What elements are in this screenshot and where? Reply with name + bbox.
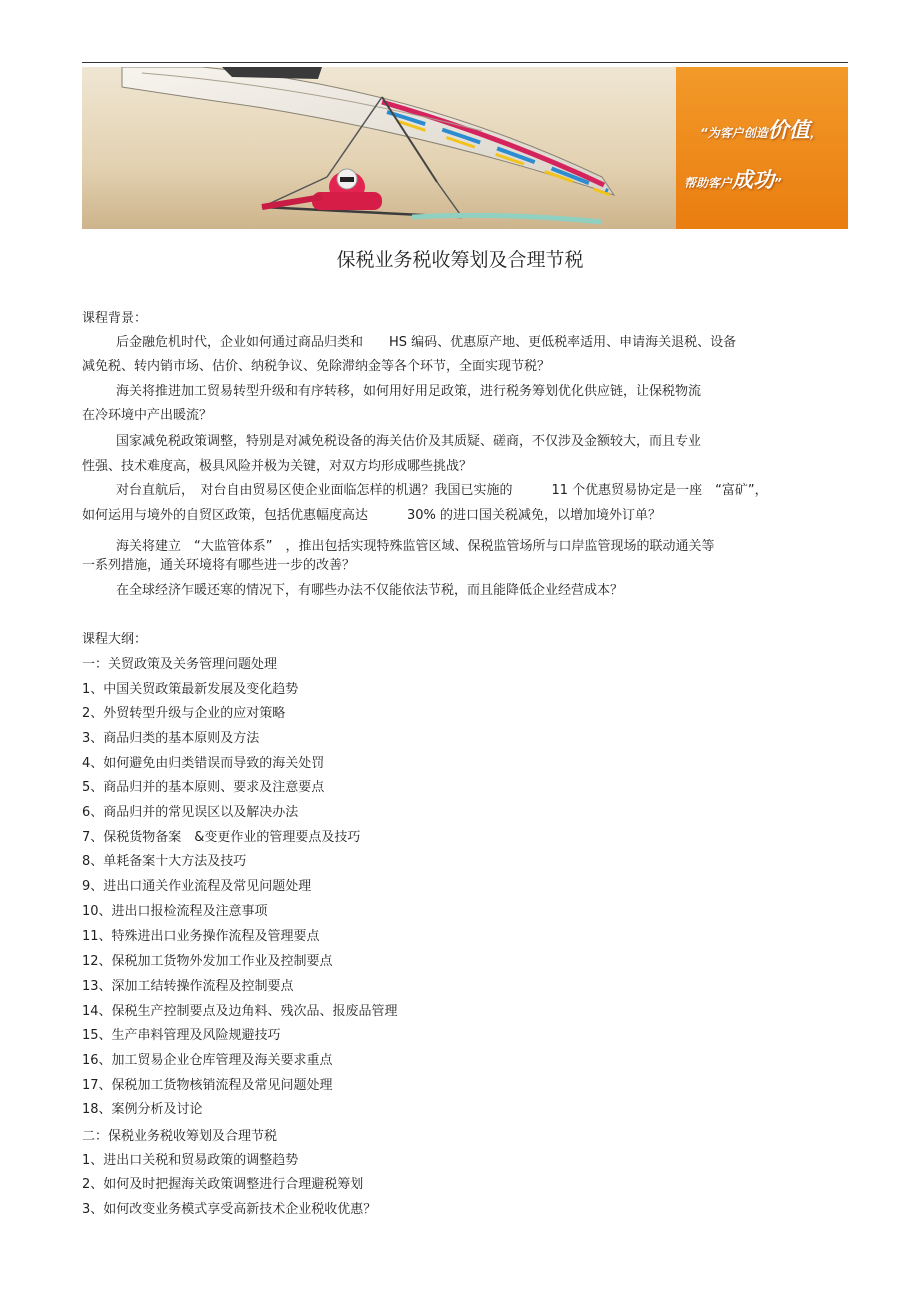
background-paragraph-line: 在全球经济乍暖还寒的情况下，有哪些办法不仅能依法节税，而且能降低企业经营成本？	[116, 583, 624, 598]
banner-slogan-line1: “为客户创造价值，	[700, 118, 822, 142]
header-rule	[82, 62, 848, 63]
background-heading: 课程背景：	[82, 311, 148, 326]
list-item: 1、中国关贸政策最新发展及变化趋势	[82, 682, 299, 697]
background-paragraph-line: 海关将建立 “大监管体系” ，推出包括实现特殊监管区域、保税监管场所与口岸监管现场的联动通关等	[116, 539, 715, 554]
list-item: 4、如何避免由归类错误而导致的海关处罚	[82, 756, 325, 771]
list-item: 7、保税货物备案 &变更作业的管理要点及技巧	[82, 830, 361, 845]
background-paragraph-line: 如何运用与境外的自贸区政策，包括优惠幅度高达 30% 的进口国关税减免，以增加境外订单？	[82, 508, 662, 523]
hang-glider-photo	[82, 67, 848, 229]
list-item: 15、生产串料管理及风险规避技巧	[82, 1028, 281, 1043]
background-paragraph-line: 国家减免税政策调整，特别是对减免税设备的海关估价及其质疑、磋商，不仅涉及金额较大，而且专业	[116, 434, 702, 449]
list-item: 5、商品归并的基本原则、要求及注意要点	[82, 780, 325, 795]
background-paragraph-line: 在冷环境中产出暖流？	[82, 408, 213, 423]
list-item: 13、深加工结转操作流程及控制要点	[82, 979, 294, 994]
background-paragraph-line: 海关将推进加工贸易转型升级和有序转移，如何用好用足政策，进行税务筹划优化供应链，让保税物流	[116, 384, 702, 399]
document-title: 保税业务税收筹划及合理节税	[336, 249, 584, 271]
list-item: 1、进出口关税和贸易政策的调整趋势	[82, 1153, 299, 1168]
outline-section-title: 一：关贸政策及关务管理问题处理	[82, 657, 278, 672]
outline-heading: 课程大纲：	[82, 632, 148, 647]
list-item: 9、进出口通关作业流程及常见问题处理	[82, 879, 312, 894]
background-paragraph-line: 减免税、转内销市场、估价、纳税争议、免除滞纳金等各个环节，全面实现节税？	[82, 359, 551, 374]
list-item: 3、商品归类的基本原则及方法	[82, 731, 260, 746]
list-item: 12、保税加工货物外发加工作业及控制要点	[82, 954, 333, 969]
list-item: 17、保税加工货物核销流程及常见问题处理	[82, 1078, 333, 1093]
list-item: 6、商品归并的常见误区以及解决办法	[82, 805, 299, 820]
list-item: 10、进出口报检流程及注意事项	[82, 904, 268, 919]
list-item: 8、单耗备案十大方法及技巧	[82, 854, 247, 869]
banner-slogan-line2: 帮助客户成功”	[684, 168, 782, 192]
header-banner	[82, 67, 848, 229]
background-paragraph-line: 后金融危机时代，企业如何通过商品归类和 HS 编码、优惠原产地、更低税率适用、申请海关退税、设备	[116, 335, 737, 350]
outline-section-title: 二：保税业务税收筹划及合理节税	[82, 1129, 278, 1144]
background-paragraph-line: 一系列措施，通关环境将有哪些进一步的改善？	[82, 558, 356, 573]
background-paragraph-line: 对台直航后， 对台自由贸易区使企业面临怎样的机遇？我国已实施的 11 个优惠贸易协定是一座 “富矿”，	[116, 483, 768, 498]
list-item: 2、外贸转型升级与企业的应对策略	[82, 706, 286, 721]
list-item: 3、如何改变业务模式享受高新技术企业税收优惠？	[82, 1202, 377, 1217]
list-item: 11、特殊进出口业务操作流程及管理要点	[82, 929, 320, 944]
list-item: 16、加工贸易企业仓库管理及海关要求重点	[82, 1053, 333, 1068]
list-item: 18、案例分析及讨论	[82, 1102, 203, 1117]
list-item: 14、保税生产控制要点及边角料、残次品、报废品管理	[82, 1004, 398, 1019]
background-paragraph-line: 性强、技术难度高，极具风险并极为关键，对双方均形成哪些挑战？	[82, 459, 473, 474]
list-item: 2、如何及时把握海关政策调整进行合理避税筹划	[82, 1177, 364, 1192]
